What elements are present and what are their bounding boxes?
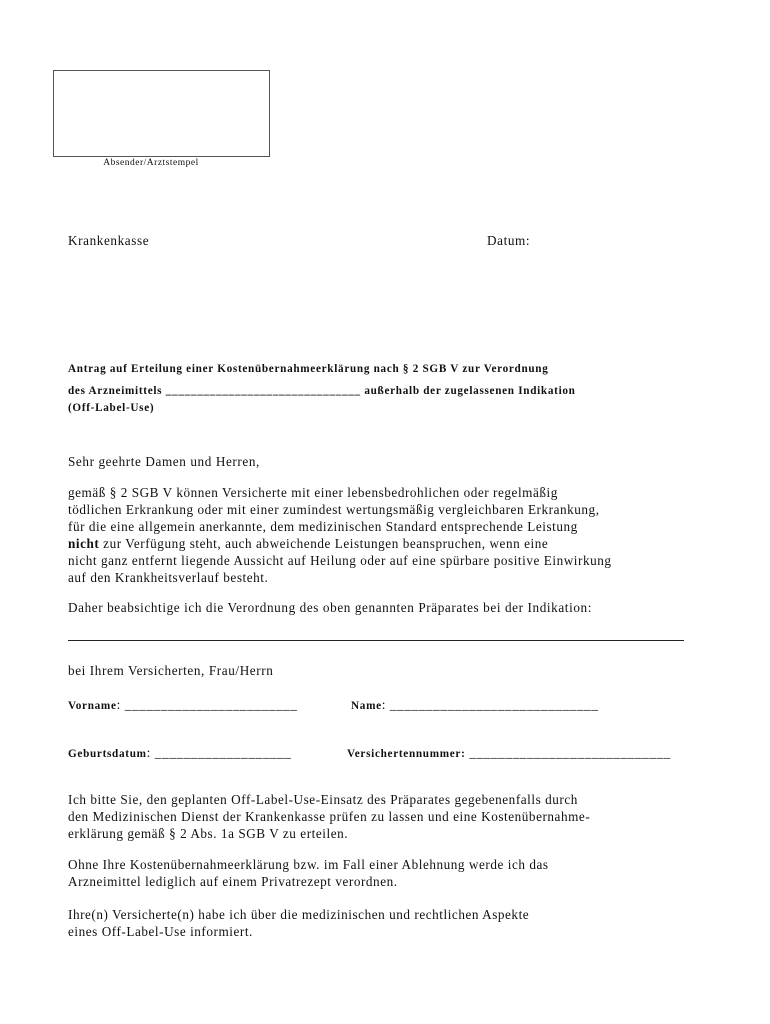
insurance-number-label: Versichertennummer: bbox=[347, 748, 466, 760]
indication-blank-line bbox=[68, 640, 684, 641]
last-name-label: Name bbox=[351, 700, 382, 712]
paragraph-line: auf den Krankheitsverlauf besteht. bbox=[68, 570, 269, 585]
last-name-blank: : _____________________________ bbox=[381, 697, 599, 712]
paragraph-line: für die eine allgemein anerkannte, dem medizinischen Standard entsprechende Leistung bbox=[68, 519, 578, 534]
patient-intro: bei Ihrem Versicherten, Frau/Herrn bbox=[68, 663, 274, 678]
paragraph-line: den Medizinischen Dienst der Krankenkasse prüfen zu lassen und eine Kostenübernahme- bbox=[68, 809, 591, 824]
subject-line-1: Antrag auf Erteilung einer Kostenübernahmeerklärung nach § 2 SGB V zur Verordnung bbox=[68, 363, 549, 375]
private-prescription-paragraph bbox=[68, 856, 718, 890]
paragraph-line: tödlichen Erkrankung oder mit einer zumindest wertungsmäßig vergleichbaren Erkrankung, bbox=[68, 502, 600, 517]
birth-date-field bbox=[68, 744, 291, 763]
paragraph-line: Ich bitte Sie, den geplanten Off-Label-Use-Einsatz des Präparates gegebenenfalls durch bbox=[68, 792, 578, 807]
review-request-paragraph bbox=[68, 791, 718, 842]
paragraph-line: gemäß § 2 SGB V können Versicherte mit einer lebensbedrohlichen oder regelmäßig bbox=[68, 485, 558, 500]
salutation: Sehr geehrte Damen und Herren, bbox=[68, 454, 260, 469]
insurance-number-field bbox=[347, 744, 671, 763]
date-label: Datum: bbox=[487, 233, 531, 248]
emphasis-nicht: nicht bbox=[68, 536, 100, 551]
legal-basis-paragraph bbox=[68, 484, 718, 586]
paragraph-line: nicht ganz entfernt liegende Aussicht auf Heilung oder auf eine spürbare positive Einwirkung bbox=[68, 553, 612, 568]
paragraph-line: Arzneimittel lediglich auf einem Privatrezept verordnen. bbox=[68, 874, 398, 889]
last-name-field bbox=[351, 696, 599, 715]
intent-statement: Daher beabsichtige ich die Verordnung des oben genannten Präparates bei der Indikation: bbox=[68, 600, 592, 615]
paragraph-line: erklärung gemäß § 2 Abs. 1a SGB V zu erteilen. bbox=[68, 826, 349, 841]
insurance-number-blank: ____________________________ bbox=[465, 745, 671, 760]
paragraph-line: Ohne Ihre Kostenübernahmeerklärung bzw. im Fall einer Ablehnung werde ich das bbox=[68, 857, 549, 872]
paragraph-line bbox=[68, 535, 718, 552]
sender-stamp-label: Absender/Arztstempel bbox=[103, 158, 199, 168]
sender-stamp-box bbox=[53, 70, 270, 157]
subject-line-2: des Arzneimittels _______________________________ außerhalb der zugelassenen Indikation bbox=[68, 385, 576, 397]
health-insurance-label: Krankenkasse bbox=[68, 233, 150, 248]
birth-date-label: Geburtsdatum bbox=[68, 748, 147, 760]
informed-patient-paragraph bbox=[68, 906, 718, 940]
paragraph-line: Ihre(n) Versicherte(n) habe ich über die medizinischen und rechtlichen Aspekte bbox=[68, 907, 530, 922]
paragraph-line-rest: zur Verfügung steht, auch abweichende Leistungen beanspruchen, wenn eine bbox=[99, 536, 549, 551]
subject-line-3: (Off-Label-Use) bbox=[68, 402, 155, 414]
first-name-field bbox=[68, 696, 297, 715]
paragraph-line: eines Off-Label-Use informiert. bbox=[68, 924, 253, 939]
birth-date-blank: : ___________________ bbox=[146, 745, 292, 760]
first-name-blank: : ________________________ bbox=[116, 697, 298, 712]
first-name-label: Vorname bbox=[68, 700, 117, 712]
